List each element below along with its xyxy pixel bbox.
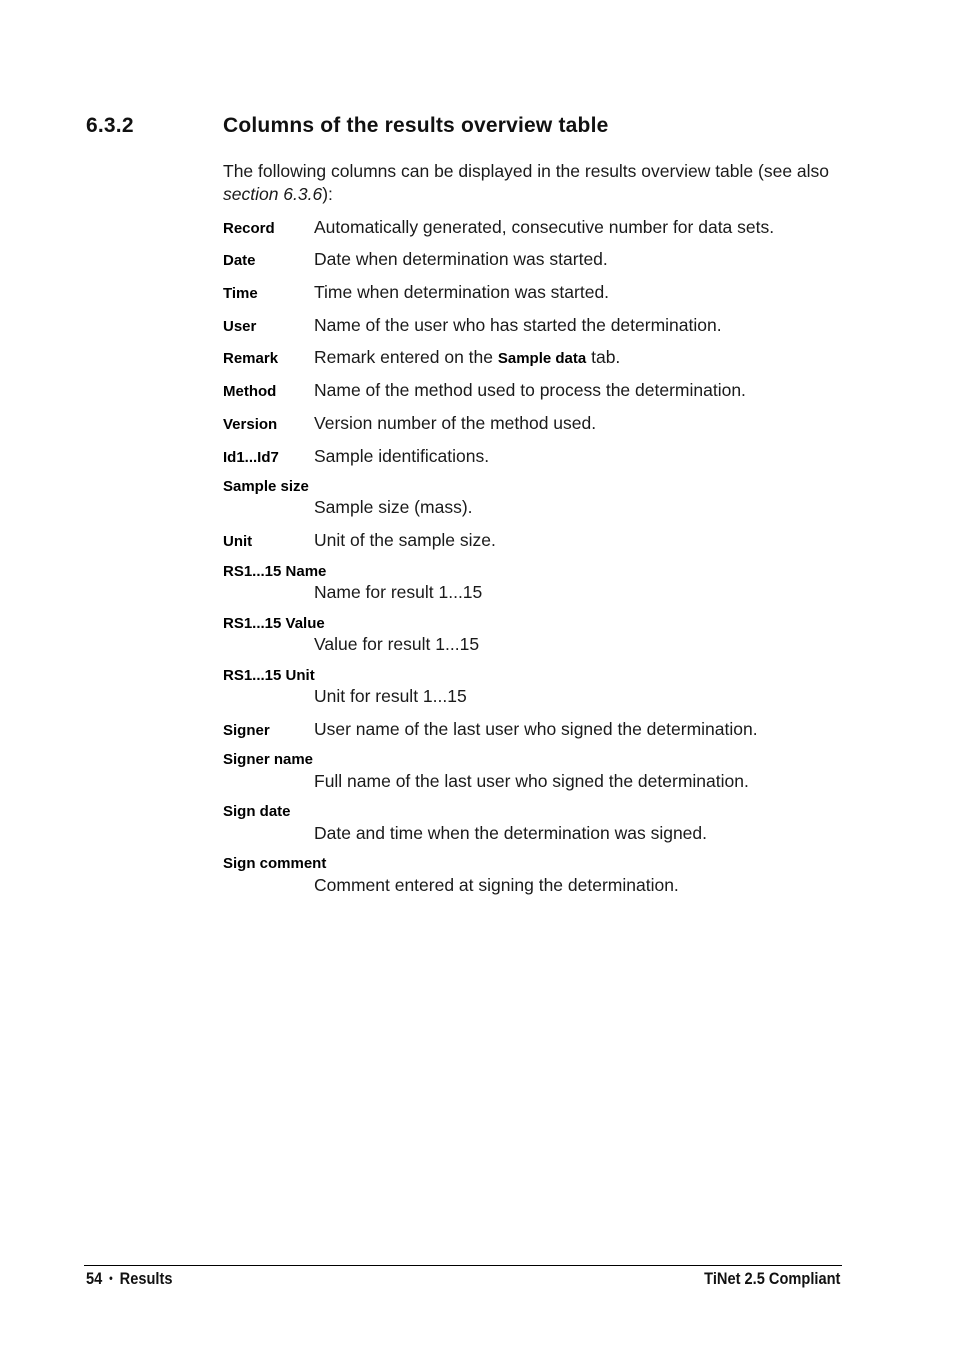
desc-version: Version number of the method used. [314, 413, 597, 433]
term-user: User [223, 318, 257, 335]
term-rs-value: RS1...15 Value [223, 615, 325, 632]
desc-remark-tail: tab. [586, 347, 621, 367]
term-signer-name: Signer name [223, 751, 314, 768]
chapter-name: Results [119, 1269, 173, 1288]
term-sign-date: Sign date [223, 803, 291, 820]
desc-remark-text: Remark entered on the [314, 347, 498, 367]
footer-product: TiNet 2.5 Compliant [703, 1269, 840, 1288]
page-number: 54 [86, 1269, 103, 1288]
term-method: Method [223, 383, 277, 400]
footer-left [86, 1269, 172, 1289]
footer-divider [84, 1265, 842, 1266]
term-sample-size: Sample size [223, 478, 309, 495]
section-reference: section 6.3.6 [223, 184, 323, 204]
term-signer: Signer [223, 722, 270, 739]
bullet-icon: • [109, 1271, 113, 1285]
desc-signer-name: Full name of the last user who signed the determination. [314, 771, 749, 791]
desc-sign-date: Date and time when the determination was signed. [314, 823, 708, 843]
term-rs-name: RS1...15 Name [223, 563, 327, 580]
sample-data-tab-ref: Sample data [497, 350, 587, 367]
term-time: Time [223, 285, 258, 302]
intro-text-end: ): [322, 184, 333, 204]
desc-rs-unit: Unit for result 1...15 [314, 686, 467, 706]
desc-rs-value: Value for result 1...15 [314, 634, 480, 654]
term-unit: Unit [223, 533, 253, 550]
desc-user: Name of the user who has started the determination. [314, 315, 722, 335]
desc-rs-name: Name for result 1...15 [314, 582, 483, 602]
term-remark: Remark [223, 350, 279, 367]
section-title: Columns of the results overview table [223, 114, 609, 137]
desc-time: Time when determination was started. [314, 282, 610, 302]
intro-paragraph [223, 160, 843, 206]
desc-method: Name of the method used to process the determination. [314, 380, 746, 400]
desc-date: Date when determination was started. [314, 249, 608, 269]
desc-record: Automatically generated, consecutive number for data sets. [314, 217, 775, 237]
desc-signer: User name of the last user who signed the determination. [314, 719, 758, 739]
desc-sample-size: Sample size (mass). [314, 497, 473, 517]
desc-unit: Unit of the sample size. [314, 530, 496, 550]
desc-sign-comment: Comment entered at signing the determination. [314, 875, 679, 895]
intro-text: The following columns can be displayed in the results overview table (see also [223, 161, 830, 181]
term-version: Version [223, 416, 278, 433]
term-sign-comment: Sign comment [223, 855, 327, 872]
desc-ids: Sample identifications. [314, 446, 490, 466]
desc-remark [314, 347, 620, 368]
section-number: 6.3.2 [86, 114, 134, 137]
term-rs-unit: RS1...15 Unit [223, 667, 315, 684]
term-date: Date [223, 252, 256, 269]
term-ids: Id1...Id7 [223, 449, 279, 466]
term-record: Record [223, 220, 275, 237]
